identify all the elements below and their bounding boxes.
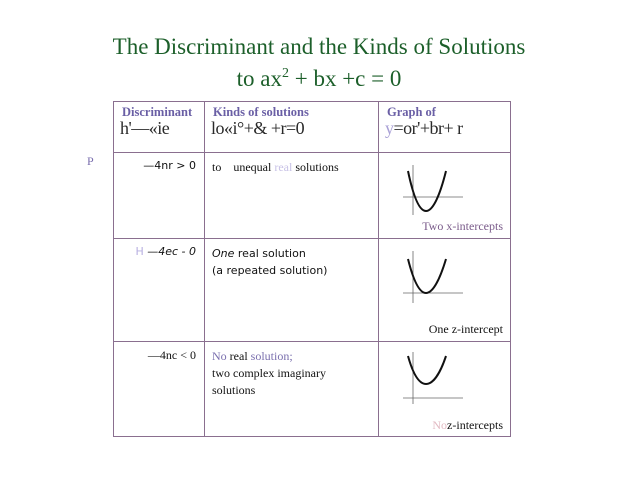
- kinds-word: No: [212, 349, 227, 363]
- graph-label: Two x-intercepts: [422, 219, 503, 233]
- subtitle-post: + bx +c = 0: [288, 66, 402, 91]
- discriminant-cell: [114, 239, 205, 342]
- kinds-cell: [205, 153, 379, 239]
- graph-label-faded: No: [432, 418, 448, 432]
- discriminant-cell: [114, 153, 205, 239]
- kinds-cell: [205, 342, 379, 437]
- header-graph-label: Graph of: [387, 105, 436, 119]
- parabola-curve: [408, 259, 446, 293]
- kinds-word: solution;: [250, 349, 293, 363]
- graph-cell: [379, 342, 511, 437]
- kinds-text: [212, 348, 377, 399]
- header-kinds-label: Kinds of solutions: [213, 105, 309, 119]
- kinds-cell: [205, 239, 379, 342]
- parabola-one-intercept-graph: [395, 245, 471, 307]
- discriminant-expression: —4ec - 0: [147, 245, 196, 258]
- header-discriminant: [114, 102, 205, 153]
- kinds-text: [212, 159, 377, 176]
- parabola-curve: [408, 171, 446, 211]
- table-row: [114, 342, 511, 437]
- kinds-word: solutions: [295, 160, 339, 174]
- side-marker: P: [87, 154, 94, 168]
- subtitle-pre: to ax: [236, 66, 282, 91]
- table-row: [114, 153, 511, 239]
- graph-label: [432, 418, 503, 433]
- parabola-no-intercept-graph: [395, 348, 471, 406]
- parabola-two-intercepts-graph: [395, 159, 471, 217]
- kinds-word: real: [274, 160, 293, 174]
- discriminant-value: —4nc < 0: [147, 348, 196, 362]
- kinds-word: solutions: [212, 383, 256, 397]
- subtitle-exponent: 2: [281, 66, 289, 81]
- header-graph: [379, 102, 511, 153]
- slide-subtitle: [0, 60, 638, 92]
- discriminant-prefix: H: [135, 245, 144, 258]
- table-row: [114, 239, 511, 342]
- kinds-word: unequal: [233, 160, 272, 174]
- discriminant-value: —4nr > 0: [143, 159, 196, 172]
- kinds-word: real: [226, 349, 251, 363]
- table-header-row: [114, 102, 511, 153]
- slide-title: The Discriminant and the Kinds of Solutions: [112, 34, 526, 59]
- kinds-word: to: [212, 160, 222, 174]
- discriminant-cell: [114, 342, 205, 437]
- kinds-word: two complex imaginary: [212, 366, 326, 380]
- kinds-word: (a repeated solution): [212, 264, 328, 277]
- kinds-word: One: [212, 247, 235, 260]
- discriminant-table: [113, 101, 511, 437]
- header-graph-text: [385, 118, 463, 139]
- header-kinds: [205, 102, 379, 153]
- header-discriminant-text: h'—«ie: [120, 118, 170, 138]
- header-discriminant-label: Discriminant: [122, 105, 193, 119]
- header-graph-y: y: [385, 118, 394, 138]
- parabola-curve: [408, 356, 446, 384]
- graph-label: One z-intercept: [428, 322, 503, 336]
- header-kinds-text: lo«i°+& +r=0: [211, 118, 305, 138]
- graph-cell: [379, 153, 511, 239]
- discriminant-value: [135, 245, 196, 258]
- graph-cell: [379, 239, 511, 342]
- kinds-text: [212, 245, 377, 279]
- kinds-word: real solution: [234, 247, 306, 260]
- graph-label-text: z-intercepts: [447, 418, 503, 432]
- header-graph-eq: =or'+br+ r: [393, 118, 463, 138]
